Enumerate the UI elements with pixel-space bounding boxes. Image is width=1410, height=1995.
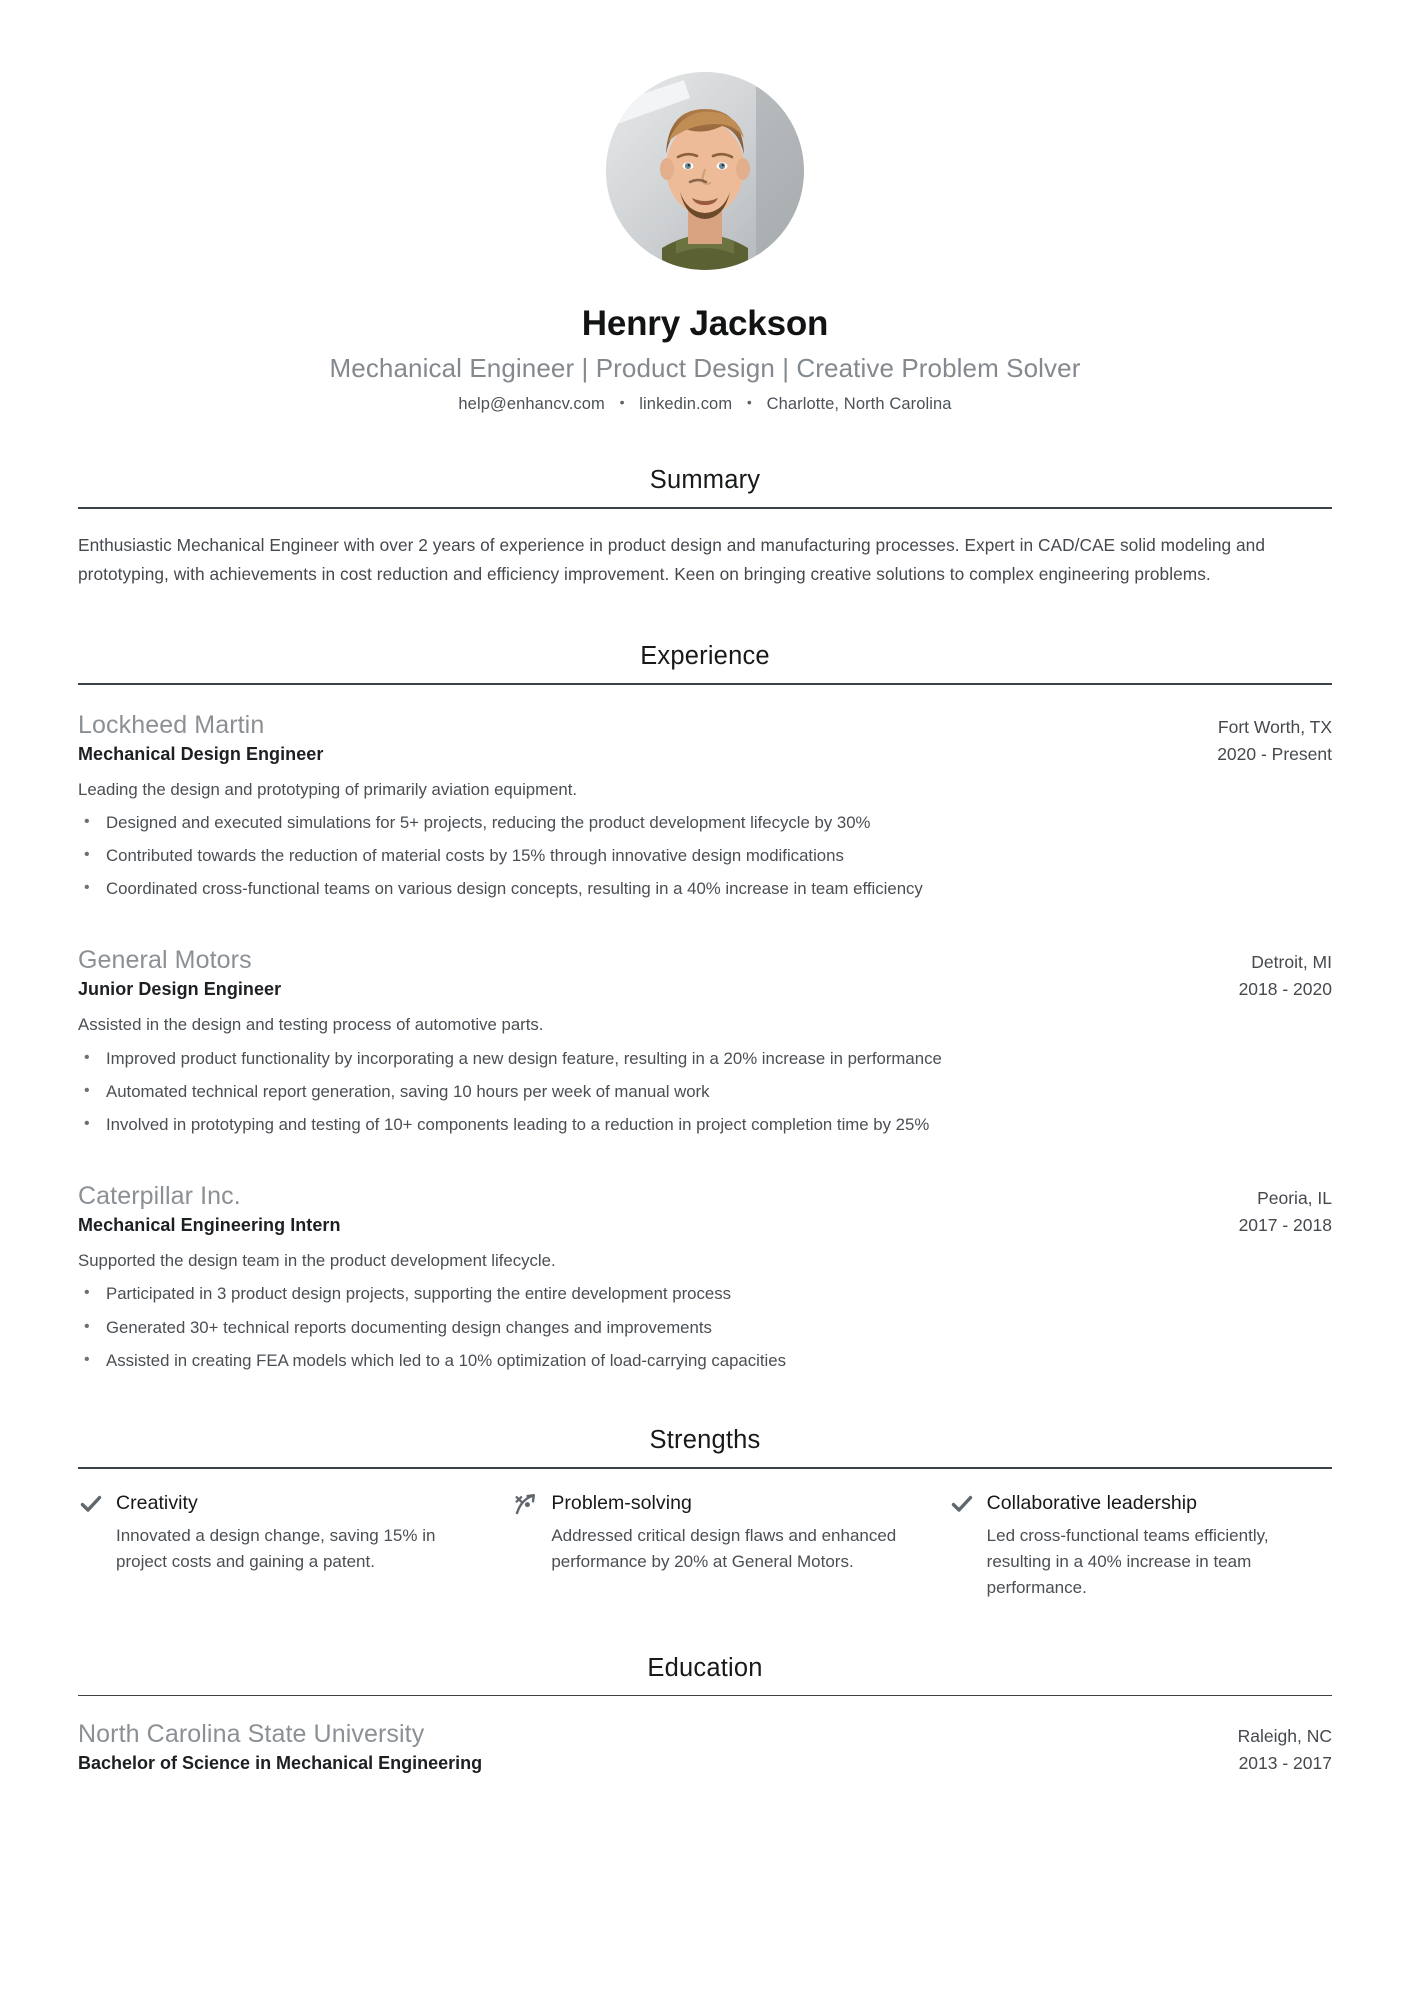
section-heading-education: Education xyxy=(647,1653,763,1682)
bullet-icon: • xyxy=(84,1115,90,1133)
job-description: Supported the design team in the product development lifecycle. xyxy=(78,1251,556,1271)
section-divider xyxy=(78,507,1332,509)
bullet-icon: • xyxy=(84,879,90,897)
bullet-icon: • xyxy=(84,1350,90,1368)
bullet-icon: • xyxy=(84,1317,90,1335)
job-title: Junior Design Engineer xyxy=(78,979,282,1000)
experience-entry xyxy=(78,1182,1332,1374)
job-dates: 2020 - Present xyxy=(1217,743,1332,764)
contact-line xyxy=(78,394,1332,414)
strength-description: Addressed critical design flaws and enhanced performance by 20% at General Motors. xyxy=(551,1525,897,1572)
job-bullet-list xyxy=(78,1046,1332,1139)
contact-separator-icon: • xyxy=(619,394,625,410)
bullet-icon: • xyxy=(84,1081,90,1099)
job-bullet-text: Improved product functionality by incorporating a new design feature, resulting in a 20% increase in performance xyxy=(106,1048,942,1068)
professional-headline: Mechanical Engineer | Product Design | Creative Problem Solver xyxy=(329,353,1081,383)
job-bullet-text: Assisted in creating FEA models which led to a 10% optimization of load-carrying capacities xyxy=(106,1350,786,1370)
contact-location: Charlotte, North Carolina xyxy=(766,395,952,413)
job-bullet-text: Contributed towards the reduction of material costs by 15% through innovative design modifications xyxy=(106,846,844,866)
bullet-icon: • xyxy=(84,846,90,864)
degree-dates: 2013 - 2017 xyxy=(1238,1753,1332,1774)
employer-location: Detroit, MI xyxy=(1251,952,1332,973)
section-divider xyxy=(78,1695,1332,1697)
strength-title: Creativity xyxy=(116,1492,198,1515)
education-entry xyxy=(78,1720,1332,1774)
profile-photo-image xyxy=(606,72,804,270)
strength-item xyxy=(949,1491,1332,1602)
job-bullet-text: Participated in 3 product design projects, supporting the entire development process xyxy=(106,1284,732,1304)
strength-title: Problem-solving xyxy=(551,1492,692,1515)
job-bullet xyxy=(78,1315,1332,1341)
job-bullet-text: Generated 30+ technical reports documenting design changes and improvements xyxy=(106,1317,712,1337)
job-bullet xyxy=(78,876,1332,902)
bullet-icon: • xyxy=(84,812,90,830)
school-name: North Carolina State University xyxy=(78,1720,425,1749)
section-heading-strengths: Strengths xyxy=(649,1426,761,1455)
resume-header xyxy=(78,0,1332,414)
employer-name: Lockheed Martin xyxy=(78,710,265,739)
contact-email[interactable]: help@enhancv.com xyxy=(458,395,605,413)
avatar xyxy=(606,72,804,270)
bullet-icon: • xyxy=(84,1284,90,1302)
strategy-arrow-icon xyxy=(513,1491,539,1517)
job-bullet xyxy=(78,843,1332,869)
job-dates: 2018 - 2020 xyxy=(1238,979,1332,1000)
job-description: Assisted in the design and testing process of automotive parts. xyxy=(78,1015,544,1035)
page-title: Henry Jackson xyxy=(581,304,829,343)
bullet-icon: • xyxy=(84,1048,90,1066)
check-icon xyxy=(949,1491,975,1517)
job-bullet xyxy=(78,1079,1332,1105)
job-bullet-text: Coordinated cross-functional teams on various design concepts, resulting in a 40% increase in team efficiency xyxy=(106,879,923,899)
employer-name: Caterpillar Inc. xyxy=(78,1182,241,1211)
degree-name: Bachelor of Science in Mechanical Engineering xyxy=(78,1753,483,1774)
section-heading-summary: Summary xyxy=(649,466,761,494)
section-heading-experience: Experience xyxy=(640,642,770,671)
section-education xyxy=(78,1654,1332,1775)
job-bullet-text: Involved in prototyping and testing of 10+ components leading to a reduction in project completion time by 25% xyxy=(106,1115,930,1135)
job-bullet xyxy=(78,1348,1332,1374)
job-title: Mechanical Engineering Intern xyxy=(78,1215,341,1236)
summary-text: Enthusiastic Mechanical Engineer with over 2 years of experience in product design and manufacturing processes. Expert in CAD/CAE solid modeling and prototyping, with achievements in cost reduction and efficiency improvement. Keen on bringing creative solutions to complex engineering problems. xyxy=(78,534,1265,585)
contact-separator-icon: • xyxy=(746,394,752,410)
job-bullet-text: Automated technical report generation, saving 10 hours per week of manual work xyxy=(106,1081,710,1101)
section-strengths xyxy=(78,1426,1332,1602)
contact-website[interactable]: linkedin.com xyxy=(639,395,733,413)
employer-location: Fort Worth, TX xyxy=(1217,716,1332,737)
employer-name: General Motors xyxy=(78,946,252,975)
job-bullet-list xyxy=(78,1281,1332,1374)
check-icon xyxy=(78,1491,104,1517)
strength-title: Collaborative leadership xyxy=(986,1492,1198,1515)
job-title: Mechanical Design Engineer xyxy=(78,743,324,764)
job-bullet xyxy=(78,810,1332,836)
job-bullet xyxy=(78,1281,1332,1307)
experience-entry xyxy=(78,711,1332,903)
experience-entry xyxy=(78,946,1332,1138)
job-description: Leading the design and prototyping of primarily aviation equipment. xyxy=(78,779,578,799)
strengths-grid xyxy=(78,1491,1332,1602)
section-summary xyxy=(78,466,1332,590)
job-bullet-list xyxy=(78,810,1332,903)
strength-description: Innovated a design change, saving 15% in project costs and gaining a patent. xyxy=(116,1525,436,1572)
strength-item xyxy=(513,1491,896,1602)
strength-description: Led cross-functional teams efficiently, resulting in a 40% increase in team performance. xyxy=(986,1525,1269,1598)
employer-location: Peoria, IL xyxy=(1257,1188,1332,1209)
section-divider xyxy=(78,1467,1332,1469)
section-experience xyxy=(78,642,1332,1374)
school-location: Raleigh, NC xyxy=(1237,1726,1332,1747)
job-bullet xyxy=(78,1046,1332,1072)
job-dates: 2017 - 2018 xyxy=(1238,1215,1332,1236)
job-bullet-text: Designed and executed simulations for 5+ projects, reducing the product development lifecycle by 30% xyxy=(106,812,871,832)
section-divider xyxy=(78,683,1332,685)
strength-item xyxy=(78,1491,461,1602)
job-bullet xyxy=(78,1112,1332,1138)
